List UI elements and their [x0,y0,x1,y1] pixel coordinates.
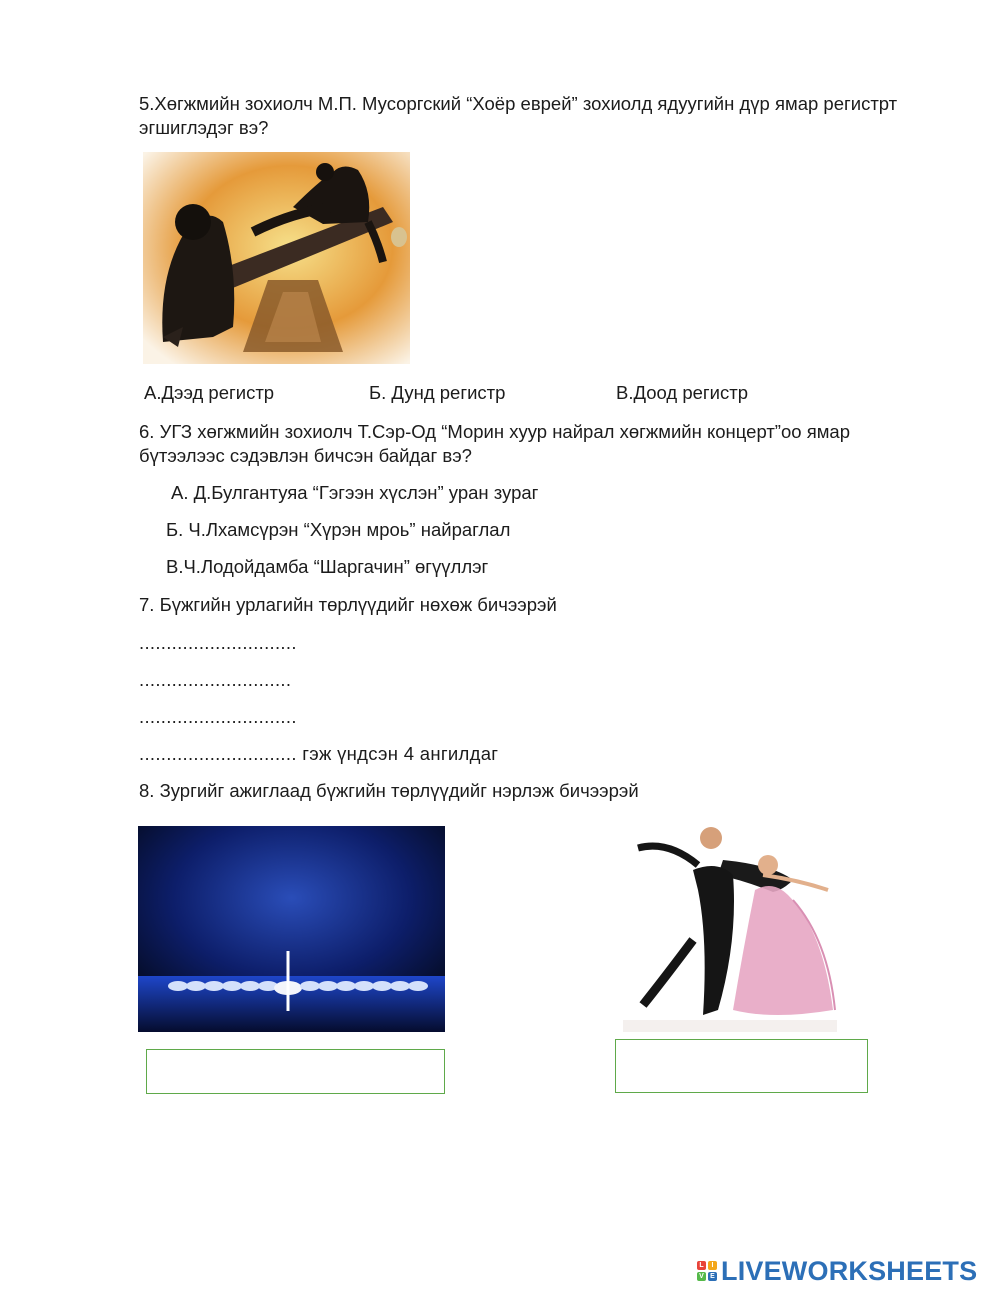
question-7-text: 7. Бүжгийн урлагийн төрлүүдийг нөхөж бичээрэй [139,594,557,615]
two-jews-painting [143,152,410,364]
ballroom-dance-photo [623,820,837,1032]
answer-box-ballroom[interactable] [615,1039,868,1093]
logo-block-e: E [708,1272,717,1281]
q7-blank-3: ............................. [139,706,297,727]
question-6-text: 6. УГЗ хөгжмийн зохиолч Т.Сэр-Од “Морин хуур найрал хөгжмийн концерт”оо ямар бүтээлээс сэдэвлэн бичсэн байдаг вэ? [139,421,851,466]
q7-blank-2: ............................ [139,669,292,690]
question-5-text: 5.Хөгжмийн зохиолч М.П. Мусоргский “Хоёр еврей” зохиолд ядуугийн дүр ямар регистрт эгшиглэдэг вэ? [139,93,898,138]
q5-option-a: А.Дээд регистр [144,382,275,403]
ballet-photo [138,826,445,1032]
q7-blank-1: ............................. [139,632,297,653]
answer-box-ballet[interactable] [146,1049,445,1094]
q6-option-b: Б. Ч.Лхамсүрэн “Хүрэн мроь” найраглал [166,519,511,540]
logo-block-i: I [708,1261,717,1270]
q7-blank-4: ............................. гэж үндсэн 4 ангилдаг [139,743,499,764]
question-8-text: 8. Зургийг ажиглаад бүжгийн төрлүүдийг нэрлэж бичээрэй [139,780,639,801]
logo-block-l: L [697,1261,706,1270]
q5-option-c: В.Доод регистр [616,382,748,403]
liveworksheets-logo-icon [697,1261,717,1281]
q6-option-c: В.Ч.Лодойдамба “Шаргачин” өгүүллэг [166,556,489,577]
q5-option-b: Б. Дунд регистр [369,382,506,403]
logo-block-v: V [697,1272,706,1281]
liveworksheets-logo [697,1254,977,1288]
q6-option-a: А. Д.Булгантуяа “Гэгээн хүслэн” уран зураг [171,482,539,503]
liveworksheets-wordmark: LIVEWORKSHEETS [721,1255,978,1286]
